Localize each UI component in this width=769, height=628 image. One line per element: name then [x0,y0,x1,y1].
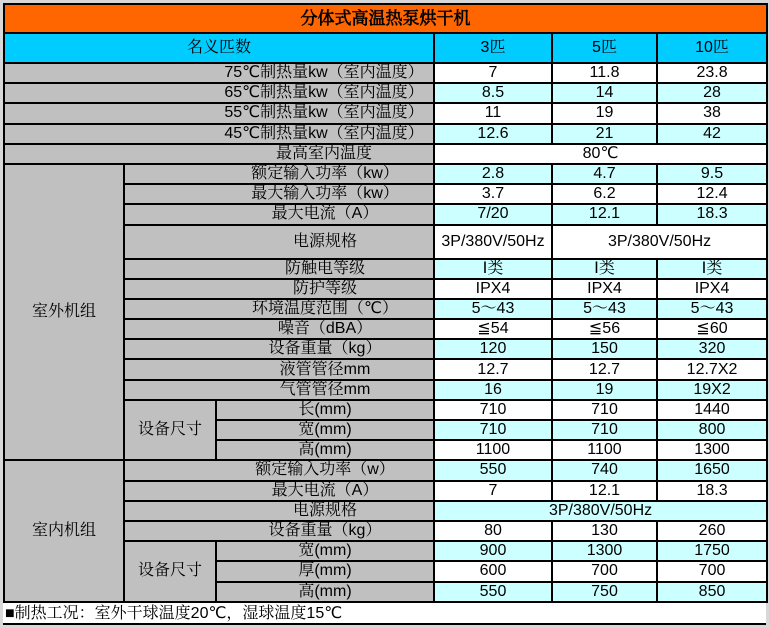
value-cell: 3P/380V/50Hz [434,225,552,259]
value-cell: 7 [434,63,552,83]
value-cell: 21 [552,124,657,144]
section-label-indoor-unit: 室内机组 [4,460,124,601]
row-label: 高(mm) [216,582,434,602]
spec-sheet [3,3,766,625]
value-cell: 550 [434,582,552,602]
value-cell: 11.8 [552,63,657,83]
column-header-3hp: 3匹 [434,33,552,63]
value-cell: 23.8 [657,63,767,83]
value-cell: ≦54 [434,319,552,339]
value-cell: 12.7 [552,359,657,379]
value-cell: IPX4 [552,279,657,299]
value-cell: 38 [657,103,767,123]
value-cell: 1750 [657,541,767,561]
row-label: 设备重量（kg） [124,339,434,359]
value-cell: 12.7 [434,359,552,379]
value-cell: 3.7 [434,184,552,204]
value-cell: 18.3 [657,481,767,501]
value-cell: 19 [552,103,657,123]
value-cell: 740 [552,460,657,480]
value-cell: Ⅰ类 [657,259,767,279]
value-cell-merged: 80℃ [434,144,767,164]
table-row [4,83,767,103]
row-label: 65℃制热量kw（室内温度） [4,83,434,103]
column-header-label: 名义匹数 [4,33,434,63]
value-cell: 12.6 [434,124,552,144]
column-header-10hp: 10匹 [657,33,767,63]
value-cell: 700 [552,561,657,581]
row-label: 宽(mm) [216,541,434,561]
value-cell: IPX4 [657,279,767,299]
value-cell: 28 [657,83,767,103]
value-cell: 5～43 [434,299,552,319]
value-cell: 1100 [552,440,657,460]
value-cell: 19X2 [657,380,767,400]
value-cell: 12.7X2 [657,359,767,379]
value-cell: 900 [434,541,552,561]
row-label: 环境温度范围（℃） [124,299,434,319]
table-row [4,164,767,184]
row-label: 55℃制热量kw（室内温度） [4,103,434,123]
value-cell: ≦60 [657,319,767,339]
row-label: 额定输入功率（w） [124,460,434,480]
row-label: 最大电流（A） [124,481,434,501]
table-row [4,4,767,33]
table-row [4,103,767,123]
row-label: 厚(mm) [216,561,434,581]
value-cell: 710 [552,400,657,420]
value-cell: 1300 [552,541,657,561]
row-label: 最高室内温度 [4,144,434,164]
value-cell: 1100 [434,440,552,460]
value-cell: 710 [552,420,657,440]
value-cell: 12.1 [552,204,657,224]
value-cell: 19 [552,380,657,400]
value-cell: 600 [434,561,552,581]
dimension-group-label: 设备尺寸 [124,400,216,461]
value-cell: 7 [434,481,552,501]
value-cell: 700 [657,561,767,581]
table-row [4,144,767,164]
value-cell: 750 [552,582,657,602]
table-row [4,124,767,144]
row-label: 最大电流（A） [124,204,434,224]
value-cell: 6.2 [552,184,657,204]
value-cell: 12.4 [657,184,767,204]
value-cell: 1440 [657,400,767,420]
row-label: 噪音（dBA） [124,319,434,339]
value-cell: ≦56 [552,319,657,339]
value-cell: 260 [657,521,767,541]
value-cell: 1300 [657,440,767,460]
dimension-group-label: 设备尺寸 [124,541,216,602]
value-cell: 5～43 [552,299,657,319]
row-label: 75℃制热量kw（室内温度） [4,63,434,83]
footnote-heating-condition: ■制热工况：室外干球温度20℃，湿球温度15℃ [3,603,766,625]
value-cell: Ⅰ类 [434,259,552,279]
value-cell: 130 [552,521,657,541]
row-label: 高(mm) [216,440,434,460]
value-cell: 320 [657,339,767,359]
value-cell: 2.8 [434,164,552,184]
value-cell: 16 [434,380,552,400]
value-cell: 18.3 [657,204,767,224]
value-cell: Ⅰ类 [552,259,657,279]
value-cell: 12.1 [552,481,657,501]
value-cell: 120 [434,339,552,359]
row-label: 长(mm) [216,400,434,420]
value-cell: 800 [657,420,767,440]
row-label: 设备重量（kg） [124,521,434,541]
value-cell: 710 [434,400,552,420]
value-cell: 850 [657,582,767,602]
table-row [4,63,767,83]
value-cell: 5～43 [657,299,767,319]
value-cell: 550 [434,460,552,480]
section-label-outdoor-unit: 室外机组 [4,164,124,460]
value-cell: 9.5 [657,164,767,184]
table-row [4,33,767,63]
page-title: 分体式高温热泵烘干机 [4,4,767,33]
value-cell: IPX4 [434,279,552,299]
value-cell: 42 [657,124,767,144]
table-row [4,460,767,480]
value-cell-merged: 3P/380V/50Hz [434,501,767,521]
row-label: 最大输入功率（kw） [124,184,434,204]
row-label: 气管管径mm [124,380,434,400]
row-label: 电源规格 [124,501,434,521]
row-label: 宽(mm) [216,420,434,440]
value-cell: 8.5 [434,83,552,103]
row-label: 防护等级 [124,279,434,299]
value-cell: 80 [434,521,552,541]
value-cell: 150 [552,339,657,359]
row-label: 防触电等级 [124,259,434,279]
row-label: 液管管径mm [124,359,434,379]
spec-table [3,3,768,603]
row-label: 45℃制热量kw（室内温度） [4,124,434,144]
value-cell: 1650 [657,460,767,480]
row-label: 电源规格 [124,225,434,259]
value-cell: 11 [434,103,552,123]
value-cell: 14 [552,83,657,103]
column-header-5hp: 5匹 [552,33,657,63]
value-cell-merged: 3P/380V/50Hz [552,225,767,259]
value-cell: 710 [434,420,552,440]
value-cell: 4.7 [552,164,657,184]
row-label: 额定输入功率（kw） [124,164,434,184]
value-cell: 7/20 [434,204,552,224]
